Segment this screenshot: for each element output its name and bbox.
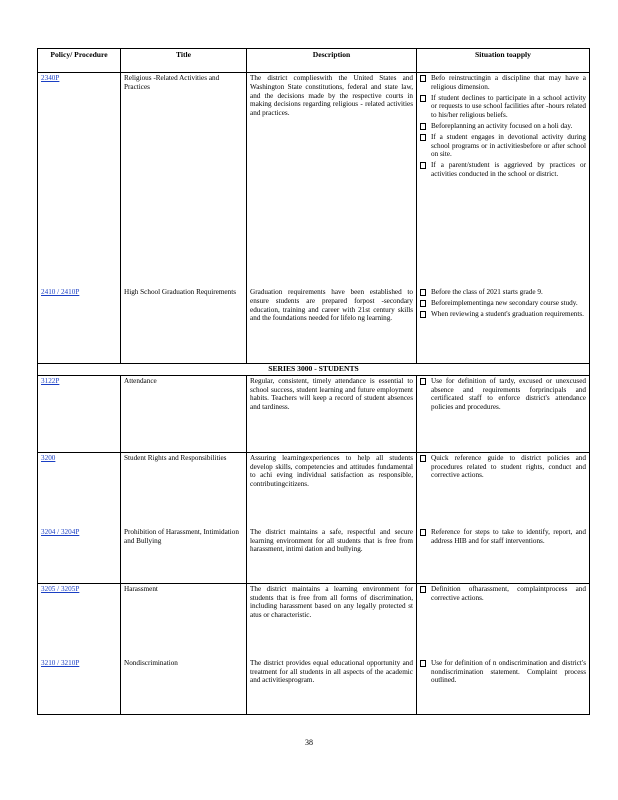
situation-list	[420, 377, 586, 412]
policy-title: Attendance	[124, 376, 157, 385]
situation-list	[420, 528, 586, 546]
policy-description: Graduation requirements have been established to ensure students are prepared forpost -secondary education, training and career with 21st century skills and the foundations needed for lifelo ng learning.	[250, 288, 413, 323]
situation-text: Beforeplanning an activity focused on a holi day.	[431, 121, 573, 130]
policy-description: Regular, consistent, timely attendance is essential to school success, student learning and future employment habits. Teachers will keep a record of student absences and tardiness.	[250, 376, 413, 412]
situation-cell	[417, 452, 590, 583]
policy-block	[41, 585, 117, 659]
situation-text: Before the class of 2021 starts grade 9.	[431, 288, 543, 296]
checkbox-bullet-icon	[420, 300, 426, 307]
situation-text: If student declines to participate in a school activity or requests to use school facilities after -hours related to his/her religious beliefs.	[431, 93, 586, 120]
checkbox-bullet-icon	[420, 455, 426, 462]
situation-cell	[417, 73, 590, 364]
policy-title: Nondiscrimination	[124, 658, 178, 667]
policy-code-link[interactable]: 3122P	[41, 376, 60, 385]
header-title: Title	[121, 49, 247, 73]
policy-block	[41, 288, 117, 362]
checkbox-bullet-icon	[420, 162, 426, 169]
situation-block	[420, 659, 586, 713]
checkbox-bullet-icon	[420, 378, 426, 385]
situation-block	[420, 585, 586, 659]
policy-description: The district complieswith the United States and Washington State constitutions, federal and state law, and the decisions made by the respective courts in making decisions regarding religious - related activities and practices.	[250, 74, 413, 118]
situation-item	[420, 585, 586, 603]
situation-item	[420, 454, 586, 480]
checkbox-bullet-icon	[420, 134, 426, 141]
situation-item	[420, 528, 586, 546]
situation-list	[420, 454, 586, 480]
policy-title: Prohibition of Harassment, Intimidation and Bullying	[124, 527, 239, 545]
situation-text: Definition ofharassment, complaintprocess and corrective actions.	[431, 584, 586, 602]
checkbox-bullet-icon	[420, 586, 426, 593]
situation-item	[420, 659, 586, 685]
policy-block	[41, 74, 117, 288]
policy-block	[41, 659, 117, 713]
situation-item	[420, 288, 586, 297]
description-cell	[247, 583, 417, 714]
situation-block	[420, 288, 586, 362]
policy-table	[37, 48, 590, 715]
policy-title: Harassment	[124, 584, 158, 593]
title-cell	[121, 73, 247, 364]
situation-block	[420, 74, 586, 288]
checkbox-bullet-icon	[420, 289, 426, 296]
policy-title: High School Graduation Requirements	[124, 288, 236, 296]
situation-item	[420, 122, 586, 131]
policy-description: The district maintains a learning environment for students that is free from all forms of discrimination, including harassment based on any legally protected st atus or characteristic.	[250, 584, 413, 620]
header-situation: Situation toapply	[417, 49, 590, 73]
checkbox-bullet-icon	[420, 123, 426, 130]
policy-cell	[38, 375, 121, 452]
table-row	[38, 452, 590, 583]
situation-cell	[417, 583, 590, 714]
situation-item	[420, 377, 586, 412]
policy-title: Student Rights and Responsibilities	[124, 453, 227, 462]
header-policy: Policy/ Procedure	[38, 49, 121, 73]
policy-code-link[interactable]: 3204 / 3204P	[41, 527, 80, 536]
table-row	[38, 73, 590, 364]
table-row	[38, 583, 590, 714]
policy-cell	[38, 452, 121, 583]
header-description: Description	[247, 49, 417, 73]
series-row	[38, 364, 590, 376]
situation-text: Beforeimplementinga new secondary course study.	[431, 298, 578, 307]
situation-text: If a parent/student is aggrieved by practices or activities conducted in the school or district.	[431, 161, 586, 178]
description-cell	[247, 452, 417, 583]
policy-block	[41, 528, 117, 582]
checkbox-bullet-icon	[420, 95, 426, 102]
situation-item	[420, 133, 586, 159]
situation-text: Befo reinstructingin a discipline that may have a religious dimension.	[431, 74, 586, 91]
description-cell	[247, 375, 417, 452]
situation-item	[420, 94, 586, 120]
policy-code-link[interactable]: 3200	[41, 453, 56, 462]
policy-code-link[interactable]: 3210 / 3210P	[41, 658, 80, 667]
title-cell	[121, 375, 247, 452]
situation-list	[420, 74, 586, 179]
checkbox-bullet-icon	[420, 311, 426, 318]
situation-list	[420, 585, 586, 603]
policy-table-page	[37, 48, 589, 715]
policy-code-link[interactable]: 3205 / 3205P	[41, 584, 80, 593]
checkbox-bullet-icon	[420, 529, 426, 536]
situation-block	[420, 528, 586, 582]
situation-block	[420, 454, 586, 528]
situation-item	[420, 74, 586, 92]
situation-text: If a student engages in devotional activity during school programs or in activitiesbefore or after school on site.	[431, 132, 586, 159]
situation-list	[420, 659, 586, 685]
policy-cell	[38, 73, 121, 364]
policy-block	[41, 377, 117, 451]
situation-item	[420, 299, 586, 308]
situation-block	[420, 377, 586, 451]
header-row	[38, 49, 590, 73]
policy-description: The district maintains a safe, respectful and secure learning environment for all students that is free from harassment, intimi dation and bullying.	[250, 527, 413, 554]
situation-text: Use for definition of tardy, excused or unexcused absence and requirements forprincipals and certificated staff to enforce district's attendance policies and procedures.	[431, 376, 586, 412]
situation-item	[420, 161, 586, 179]
policy-cell	[38, 583, 121, 714]
policy-code-link[interactable]: 2410 / 2410P	[41, 288, 80, 296]
policy-description: The district provides equal educational opportunity and treatment for all students in all aspects of the academic and activitiesprogram.	[250, 658, 413, 685]
page-number: 38	[305, 738, 313, 747]
situation-text: Reference for steps to take to identify, report, and address HIB and for staff interventions.	[431, 527, 586, 545]
description-cell	[247, 73, 417, 364]
policy-title: Religious -Related Activities and Practices	[124, 74, 220, 91]
checkbox-bullet-icon	[420, 75, 426, 82]
policy-block	[41, 454, 117, 528]
checkbox-bullet-icon	[420, 660, 426, 667]
title-cell	[121, 452, 247, 583]
situation-cell	[417, 375, 590, 452]
situation-item	[420, 310, 586, 319]
situation-text: Quick reference guide to district policies and procedures related to student rights, conduct and corrective actions.	[431, 453, 586, 480]
situation-list	[420, 288, 586, 318]
table-row	[38, 375, 590, 452]
policy-description: Assuring learningexperiences to help all students develop skills, competencies and attitudes fundamental to achi eving individual satisfaction as responsible, contributingcitizens.	[250, 453, 413, 489]
situation-text: When reviewing a student's graduation requirements.	[431, 309, 584, 318]
series-label: SERIES 3000 - STUDENTS	[38, 364, 590, 376]
policy-code-link[interactable]: 2340P	[41, 74, 60, 82]
situation-text: Use for definition of n ondiscrimination and district's nondiscrimination statement. Complaint process outlined.	[431, 658, 586, 685]
title-cell	[121, 583, 247, 714]
